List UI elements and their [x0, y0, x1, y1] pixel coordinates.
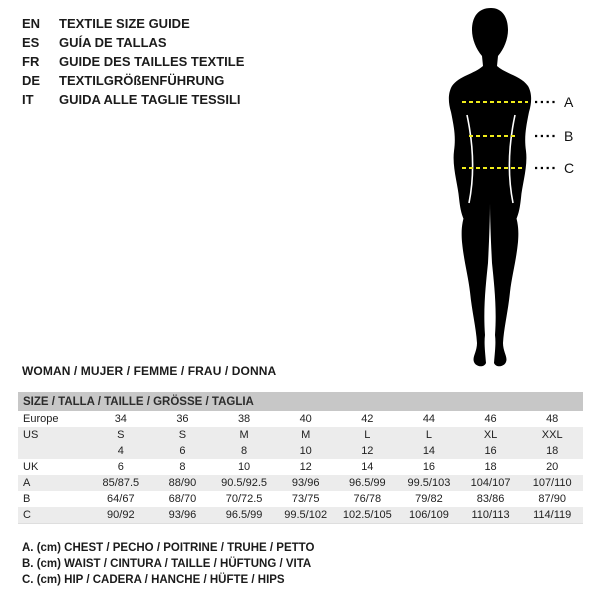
row-label: UK [23, 461, 39, 473]
size-value-cell: 87/90 [538, 493, 566, 505]
size-value-cell: 96.5/99 [225, 509, 263, 521]
legend-row: B. (cm) WAIST / CINTURA / TAILLE / HÜFTUNG / VITA [22, 558, 312, 570]
table-row [18, 427, 583, 443]
size-value-cell: 42 [361, 413, 374, 425]
size-value-cell: 20 [546, 461, 559, 473]
marker-label-c: C [564, 160, 575, 176]
language-label: TEXTILGRÖßENFÜHRUNG [59, 73, 225, 88]
size-value-cell: 10 [299, 445, 312, 457]
size-value-cell: 44 [422, 413, 436, 425]
size-value-cell: 76/78 [353, 493, 382, 505]
language-row-fr [22, 52, 244, 71]
size-value-cell: 10 [237, 461, 251, 473]
size-value-cell: XXL [541, 429, 563, 441]
size-value-cell: 70/72.5 [225, 493, 263, 505]
legend-row: A. (cm) CHEST / PECHO / POITRINE / TRUHE / PETTO [22, 542, 315, 554]
size-value-cell: 114/119 [533, 509, 572, 521]
language-label: GUIDA ALLE TAGLIE TESSILI [59, 92, 241, 107]
size-value-cell: 64/67 [107, 493, 135, 505]
size-value-cell: 68/70 [168, 493, 197, 505]
language-list [22, 14, 244, 109]
table-row [18, 491, 583, 507]
size-value-cell: 79/82 [415, 493, 443, 505]
size-value-cell: 16 [484, 445, 497, 457]
size-table-body [18, 411, 583, 524]
marker-label-a: A [564, 94, 574, 110]
row-label: US [23, 429, 39, 441]
size-value-cell: S [178, 429, 187, 441]
size-value-cell: 14 [422, 445, 436, 457]
size-value-cell: 90/92 [107, 509, 135, 521]
size-value-cell: 34 [114, 413, 127, 425]
size-value-cell: 40 [299, 413, 312, 425]
table-row [18, 459, 583, 475]
size-value-cell: 46 [484, 413, 497, 425]
language-label: TEXTILE SIZE GUIDE [59, 16, 190, 31]
language-code: IT [22, 92, 34, 107]
size-table [18, 392, 583, 524]
size-value-cell: 8 [241, 445, 248, 457]
row-label: Europe [23, 413, 59, 425]
size-value-cell: 73/75 [291, 493, 320, 505]
size-value-cell: 88/90 [168, 477, 197, 489]
size-value-cell: 12 [299, 461, 312, 473]
size-value-cell: 6 [179, 445, 186, 457]
size-value-cell: 18 [484, 461, 497, 473]
legend-row: C. (cm) HIP / CADERA / HANCHE / HÜFTE / HIPS [22, 574, 285, 586]
size-value-cell: 36 [176, 413, 189, 425]
size-value-cell: M [301, 429, 311, 441]
size-value-cell: L [425, 429, 432, 441]
row-label: A [23, 477, 31, 489]
size-value-cell: 93/96 [168, 509, 197, 521]
table-row [18, 443, 583, 459]
size-value-cell: 99.5/103 [407, 477, 451, 489]
language-code: EN [22, 16, 41, 31]
size-value-cell: 4 [117, 445, 124, 457]
woman-silhouette-svg [418, 5, 600, 375]
marker-label-b: B [564, 128, 574, 144]
size-guide-figure [418, 5, 600, 375]
table-row [18, 411, 583, 427]
woman-silhouette [449, 8, 531, 366]
row-label: B [23, 493, 31, 505]
size-table-header-row [18, 392, 583, 411]
language-code: ES [22, 35, 40, 50]
language-row-en [22, 14, 244, 33]
size-value-cell: M [239, 429, 249, 441]
table-row [18, 475, 583, 491]
measurement-legend [22, 540, 314, 588]
size-value-cell: 18 [546, 445, 559, 457]
language-row-de [22, 71, 244, 90]
language-code: DE [22, 73, 41, 88]
language-code: FR [22, 54, 40, 69]
table-row [18, 507, 583, 524]
size-value-cell: S [117, 429, 125, 441]
size-value-cell: 93/96 [291, 477, 320, 489]
language-row-es [22, 33, 244, 52]
size-value-cell: 85/87.5 [102, 477, 140, 489]
size-value-cell: 107/110 [532, 477, 572, 489]
section-title: WOMAN / MUJER / FEMME / FRAU / DONNA [22, 364, 277, 378]
size-value-cell: 104/107 [470, 477, 511, 489]
size-value-cell: XL [483, 429, 498, 441]
size-value-cell: 6 [117, 461, 124, 473]
size-value-cell: 102.5/105 [342, 509, 392, 521]
size-value-cell: 110/113 [471, 509, 510, 521]
language-label: GUIDE DES TAILLES TEXTILE [59, 54, 245, 69]
size-value-cell: 16 [422, 461, 436, 473]
row-label [18, 443, 90, 459]
size-value-cell: 90.5/92.5 [221, 477, 267, 489]
size-value-cell: 38 [237, 413, 251, 425]
size-value-cell: 106/109 [409, 509, 449, 521]
language-row-it [22, 90, 244, 109]
size-value-cell: 96.5/99 [348, 477, 386, 489]
size-value-cell: 8 [179, 461, 186, 473]
size-value-cell: L [364, 429, 371, 441]
language-label: GUÍA DE TALLAS [59, 35, 167, 50]
size-value-cell: 14 [361, 461, 374, 473]
row-label: C [23, 509, 31, 521]
size-value-cell: 48 [546, 413, 559, 425]
size-value-cell: 12 [361, 445, 374, 457]
size-value-cell: 83/86 [476, 493, 505, 505]
size-value-cell: 99.5/102 [284, 509, 328, 521]
size-table-header: SIZE / TALLA / TAILLE / GRÖSSE / TAGLIA [18, 392, 583, 411]
